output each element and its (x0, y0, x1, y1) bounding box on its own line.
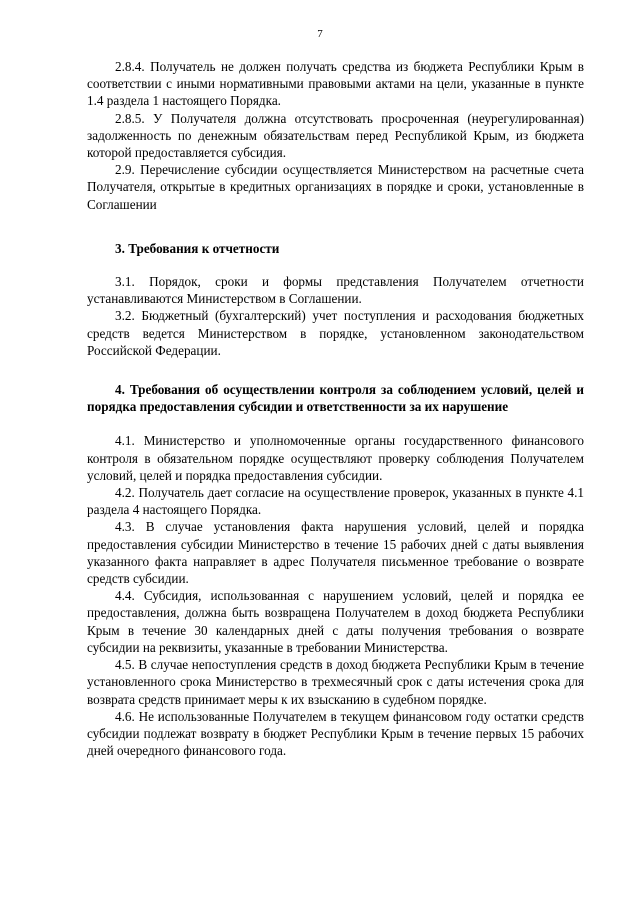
page-number: 7 (317, 28, 323, 40)
paragraph-4-2: 4.2. Получатель дает согласие на осуществление проверок, указанных в пункте 4.1 раздела 4 настоящего Порядка. (87, 485, 584, 518)
paragraph-2-8-4: 2.8.4. Получатель не должен получать средства из бюджета Республики Крым в соответствии с иными нормативными правовыми актами на цели, указанные в пункте 1.4 раздела 1 настоящего Порядка. (87, 59, 584, 109)
paragraph-4-5: 4.5. В случае непоступления средств в доход бюджета Республики Крым в течение установленного срока Министерство в трехмесячный срок с даты истечения срока для возврата средств принимает меры к их взысканию в судебном порядке. (87, 657, 584, 707)
paragraph-4-6: 4.6. Не использованные Получателем в текущем финансовом году остатки средств субсидии подлежат возврату в бюджет Республики Крым в течение первых 15 рабочих дней очередного финансового года. (87, 708, 584, 759)
section-3-heading: 3. Требования к отчетности (115, 240, 280, 256)
paragraph-2-8-5: 2.8.5. У Получателя должна отсутствовать просроченная (неурегулированная) задолженность по денежным обязательствам перед Республикой Крым, из бюджета которой предоставляется субсидия. (87, 110, 584, 161)
document-body (87, 58, 584, 759)
paragraph-4-3: 4.3. В случае установления факта нарушения условий, целей и порядка предоставления субсидии Министерство в течение 15 рабочих дней с даты выявления указанного факта направляет в адрес Получателя письменное требование о возврате средств субсидии. (87, 519, 584, 587)
paragraph-4-4: 4.4. Субсидия, использованная с нарушением условий, целей и порядка ее предоставления, должна быть возвращена Получателем в доход бюджета Республики Крым в течение 30 календарных дней с даты получения требования о возврате субсидии на реквизиты, указанные в требовании Министерства. (87, 588, 584, 655)
section-4-heading: 4. Требования об осуществлении контроля за соблюдением условий, целей и порядка предоставления субсидии и ответственности за их нарушение (87, 382, 584, 415)
paragraph-3-2: 3.2. Бюджетный (бухгалтерский) учет поступления и расходования бюджетных средств ведется Министерством в порядке, установленном законодательством Российской Федерации. (87, 308, 584, 358)
paragraph-3-1: 3.1. Порядок, сроки и формы представления Получателем отчетности устанавливаются Министерством в Соглашении. (87, 274, 584, 307)
paragraph-4-1: 4.1. Министерство и уполномоченные органы государственного финансового контроля в обязательном порядке осуществляют проверку соблюдения Получателем условий, целей и порядка предоставления субсидии. (87, 433, 584, 483)
paragraph-2-9: 2.9. Перечисление субсидии осуществляется Министерством на расчетные счета Получателя, открытые в кредитных организациях в порядке и сроки, установленные в Соглашении (87, 162, 584, 212)
